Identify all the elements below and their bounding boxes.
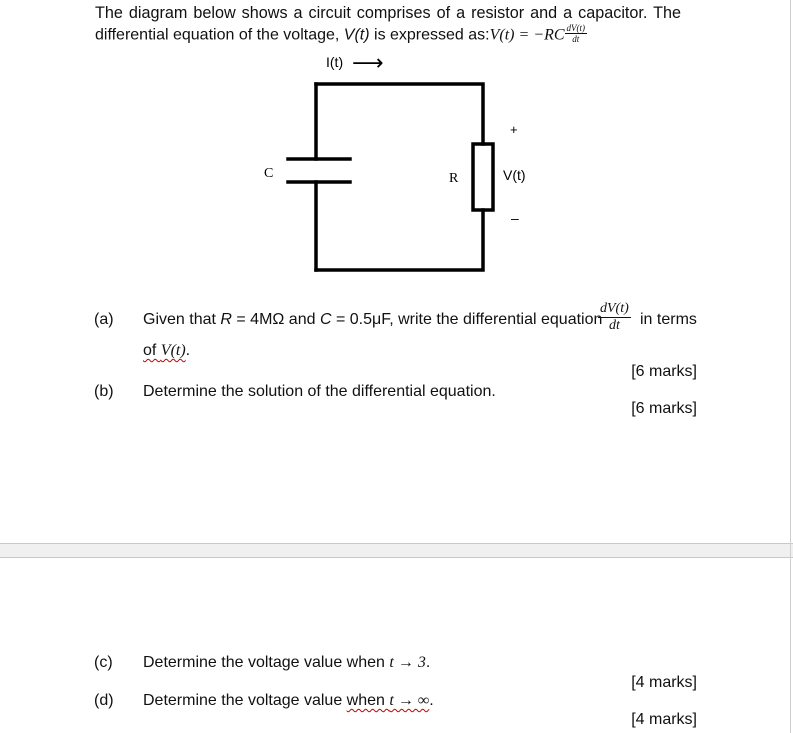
equation-lhs: V(t) = −RC <box>489 26 565 44</box>
minus-sign: – <box>511 210 519 226</box>
equation-frac-den: dt <box>572 34 580 44</box>
question-a-c-var: C <box>319 311 332 328</box>
voltage-label: V(t) <box>503 167 526 183</box>
current-label: I(t) <box>326 54 344 70</box>
page-break <box>0 543 793 558</box>
resistor-label: R <box>449 171 459 186</box>
question-a-suffix: in terms <box>640 311 697 328</box>
circuit-wire-bottom <box>316 210 483 270</box>
question-c-prefix: Determine the voltage value when <box>143 654 390 671</box>
question-c-marks: [4 marks] <box>631 674 697 691</box>
page-edge <box>790 0 791 733</box>
question-a-r-value: = 4MΩ and <box>231 311 320 328</box>
question-d-marks: [4 marks] <box>631 711 697 728</box>
question-a-fraction <box>598 301 631 334</box>
question-d-when: when <box>346 692 390 709</box>
current-arrow-icon: ⟶ <box>352 51 384 76</box>
question-a-frac-den: dt <box>608 318 620 333</box>
question-c-end: . <box>425 654 431 671</box>
question-d-label: (d) <box>94 692 114 709</box>
intro-voltage-var: V(t) <box>343 26 370 44</box>
question-a-c-value: = 0.5μF, write the differential equation <box>331 311 603 328</box>
intro-line-2-prefix: differential equation of the voltage, <box>95 26 344 44</box>
intro-line-2-mid: is expressed as: <box>369 26 490 44</box>
question-a-of: of <box>143 342 161 359</box>
question-a-marks: [6 marks] <box>631 363 697 380</box>
plus-sign: + <box>510 122 518 137</box>
question-b-label: (b) <box>94 383 114 400</box>
capacitor-label: C <box>264 166 274 181</box>
question-b-text: Determine the solution of the differential equation. <box>143 383 496 400</box>
circuit-diagram <box>0 0 793 300</box>
question-a-line2-var: V(t) <box>160 342 186 359</box>
question-c-label: (c) <box>94 654 113 671</box>
question-a-label: (a) <box>94 311 114 328</box>
question-c-text <box>143 653 430 672</box>
question-d-math: t → ∞ <box>389 692 430 709</box>
question-a-prefix: Given that <box>143 311 221 328</box>
question-a-frac-num: dV(t) <box>600 301 629 316</box>
question-b-marks: [6 marks] <box>631 400 697 417</box>
question-d-prefix: Determine the voltage value <box>143 692 347 709</box>
question-a-line2-end: . <box>185 342 191 359</box>
resistor-body <box>473 144 493 210</box>
question-a-r-var: R <box>220 311 232 328</box>
intro-line-1: The diagram below shows a circuit comprises of a resistor and a capacitor. The <box>95 4 682 22</box>
question-d-text <box>143 691 434 710</box>
circuit-wire-top <box>316 84 483 144</box>
question-a-text <box>143 310 602 329</box>
equation-frac-num: dV(t) <box>566 23 586 33</box>
question-d-end: . <box>429 692 434 709</box>
question-a-line-2 <box>143 341 190 360</box>
question-c-math: t → 3 <box>389 654 426 671</box>
